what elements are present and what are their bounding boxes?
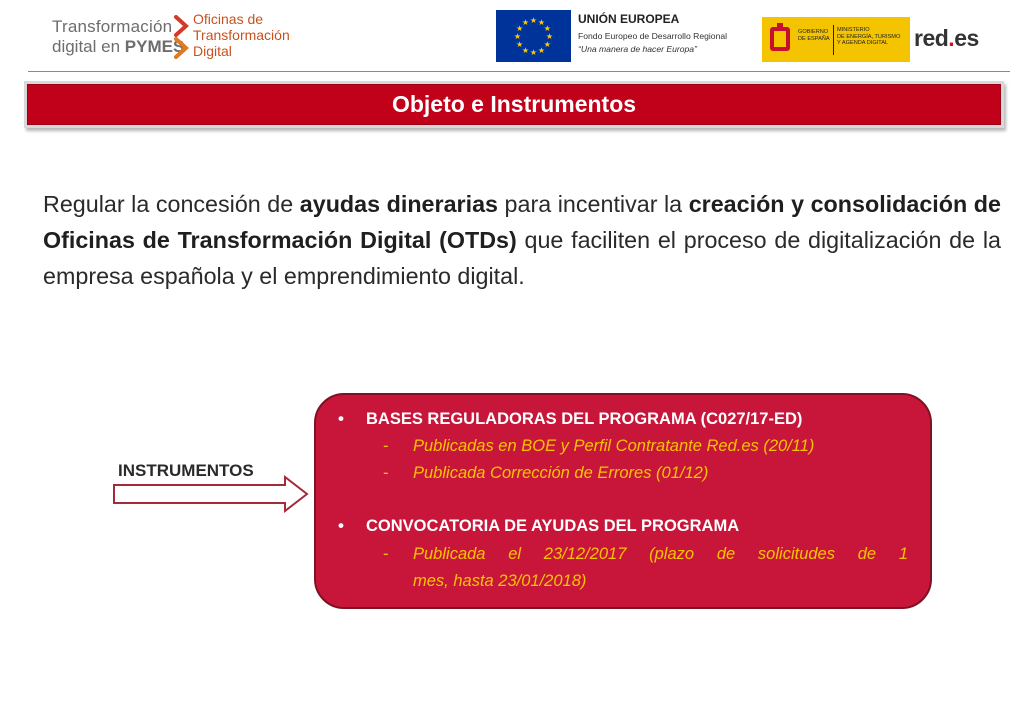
instruments-box xyxy=(314,393,932,609)
sub-dash-3: - xyxy=(383,545,389,563)
instrument-sub-3-line2: mes, hasta 23/01/2018) xyxy=(413,572,587,590)
gobierno-divider xyxy=(833,25,834,55)
eu-star-icon: ★ xyxy=(543,24,551,33)
logo-line2-prefix: digital en xyxy=(52,37,125,56)
eu-flag-icon xyxy=(496,10,571,62)
eu-star-icon: ★ xyxy=(521,18,530,28)
sub-dash-1: - xyxy=(383,437,389,455)
redes-dot: . xyxy=(948,25,955,51)
right-arrow-icon xyxy=(113,475,311,515)
eu-fund: Fondo Europeo de Desarrollo Regional xyxy=(578,31,728,41)
paragraph-text-1: Regular la concesión de xyxy=(43,191,300,217)
coat-of-arms-icon xyxy=(768,23,792,55)
instruments-label: INSTRUMENTOS xyxy=(118,461,254,480)
bullet-1: • xyxy=(338,409,344,428)
eu-star-icon: ★ xyxy=(545,32,554,41)
eu-star-icon: ★ xyxy=(537,18,546,28)
eu-star-icon: ★ xyxy=(529,48,538,57)
eu-star-icon: ★ xyxy=(516,40,524,49)
instrument-heading-1: BASES REGULADORAS DEL PROGRAMA (C027/17-ED) xyxy=(366,410,803,428)
header-divider xyxy=(28,71,1010,72)
eu-logo xyxy=(496,10,731,62)
logo-line2-bold: PYMES xyxy=(124,37,185,56)
eu-star-icon: ★ xyxy=(513,32,522,41)
paragraph-text-3: que faciliten el proceso de digitalización de la empresa española y el emprendimiento digital. xyxy=(43,227,1001,289)
eu-title: UNIÓN EUROPEA xyxy=(578,12,680,26)
logo-office-line3: Digital xyxy=(193,43,232,59)
logo-line1: Transformación xyxy=(52,17,173,36)
logo-office-line1: Oficinas de xyxy=(193,11,264,27)
eu-star-icon: ★ xyxy=(543,40,551,49)
eu-star-icon: ★ xyxy=(516,24,524,33)
gobierno-text: GOBIERNO DE ESPAÑA xyxy=(798,29,830,42)
eu-star-icon: ★ xyxy=(529,16,538,25)
instrument-sub-3-line1: Publicada el 23/12/2017 (plazo de solicitudes de 1 xyxy=(413,545,908,563)
instrument-sub-1: Publicadas en BOE y Perfil Contratante Red.es (20/11) xyxy=(413,437,815,455)
logo-transformacion-digital-pymes xyxy=(52,11,307,62)
bullet-2: • xyxy=(338,516,344,535)
instrument-heading-2: CONVOCATORIA DE AYUDAS DEL PROGRAMA xyxy=(366,517,740,535)
sub-dash-2: - xyxy=(383,464,389,482)
instrument-sub-2: Publicada Corrección de Errores (01/12) xyxy=(413,464,709,482)
paragraph-bold-2: creación y consolidación de Oficinas de Transformación Digital (OTDs) xyxy=(43,191,1001,253)
eu-star-icon: ★ xyxy=(537,45,546,55)
objective-paragraph xyxy=(43,186,1001,294)
paragraph-bold-1: ayudas dinerarias xyxy=(299,191,498,217)
paragraph-text-2: para incentivar la xyxy=(498,191,689,217)
eu-star-icon: ★ xyxy=(521,45,530,55)
ministerio-text: MINISTERIO DE ENERGÍA, TURISMO Y AGENDA DIGITAL xyxy=(837,27,901,47)
page-title: Objeto e Instrumentos xyxy=(391,91,637,117)
gobierno-espana-logo xyxy=(762,17,910,62)
redes-logo xyxy=(914,25,979,52)
redes-suffix: es xyxy=(954,25,979,51)
chevron-logo-icon xyxy=(173,14,191,62)
logo-line2 xyxy=(52,37,184,57)
logo-office-line2: Transformación xyxy=(193,27,290,43)
title-banner xyxy=(27,84,1001,125)
redes-name: red xyxy=(914,25,949,51)
eu-motto: “Una manera de hacer Europa” xyxy=(578,44,697,54)
